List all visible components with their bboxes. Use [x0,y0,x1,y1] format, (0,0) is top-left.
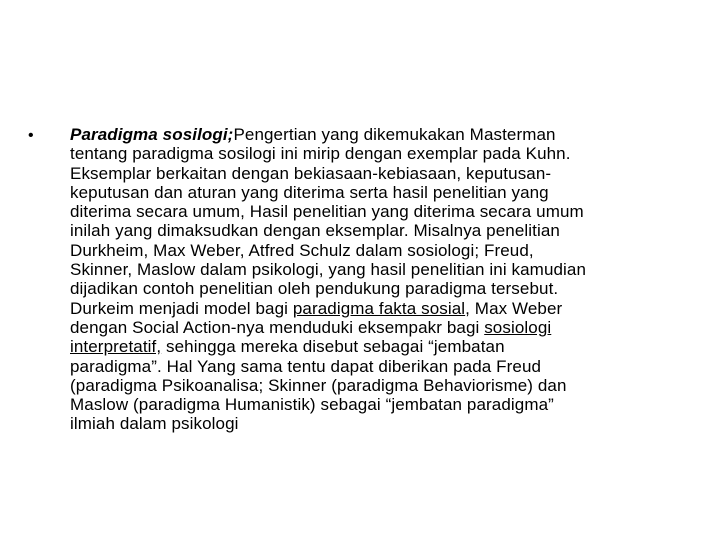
link-paradigma-fakta-sosial: paradigma fakta sosial [292,298,466,318]
text-line-16: ilmiah dalam psikologi [70,414,239,434]
text-line-1 [70,125,676,144]
text-line-14: (paradigma Psikoanalisa; Skinner (paradigma Behaviorisme) dan [70,375,567,395]
text-line-6: inilah yang dimaksudkan dengan eksemplar. Misalnya penelitian [70,221,560,241]
line-10-end: , Max Weber [465,298,563,318]
text-line-8: Skinner, Maslow dalam psikologi, yang hasil penelitian ini kamudian [70,260,587,280]
paragraph-text [70,125,676,434]
bullet-icon: • [28,127,34,144]
term-heading: Paradigma sosilogi; [70,125,234,144]
link-interpretatif: interpretatif, [70,337,162,357]
line-1-text: Pengertian yang dikemukakan Masterman [233,125,556,144]
text-line-10 [70,299,676,318]
text-line-3: Eksemplar berkaitan dengan bekiasaan-kebiasaan, keputusan- [70,163,552,183]
link-sosiologi: sosiologi [484,317,552,337]
text-line-11 [70,318,676,337]
line-10-start: Durkeim menjadi model bagi [70,298,293,318]
line-12-end: sehingga mereka disebut sebagai “jembatan [161,337,505,357]
bullet-paragraph [28,125,688,434]
text-line-12 [70,337,676,356]
text-line-7: Durkheim, Max Weber, Atfred Schulz dalam sosiologi; Freud, [70,240,534,260]
text-line-4: keputusan dan aturan yang diterima serta hasil penelitian yang [70,182,549,202]
text-line-15: Maslow (paradigma Humanistik) sebagai “jembatan paradigma” [70,395,554,415]
line-11-start: dengan Social Action-nya menduduki eksempakr bagi [70,317,485,337]
text-line-9: dijadikan contoh penelitian oleh pendukung paradigma tersebut. [70,279,559,299]
text-line-2: tentang paradigma sosilogi ini mirip dengan exemplar pada Kuhn. [70,144,571,164]
text-line-13: paradigma”. Hal Yang sama tentu dapat diberikan pada Freud [70,356,542,376]
text-line-5: diterima secara umum, Hasil penelitian yang diterima secara umum [70,202,584,222]
